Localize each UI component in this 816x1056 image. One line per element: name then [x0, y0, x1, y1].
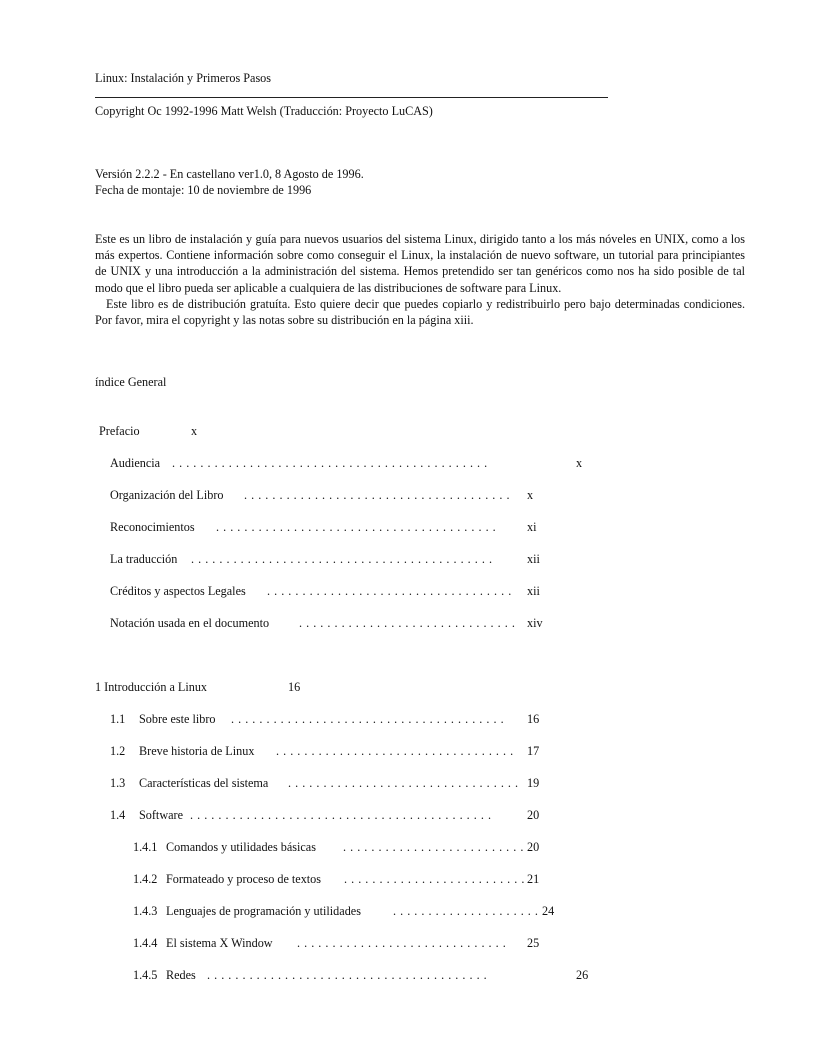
- toc-subsection-title[interactable]: Redes: [166, 968, 196, 982]
- version-line: Versión 2.2.2 - En castellano ver1.0, 8 Agosto de 1996.: [95, 167, 364, 181]
- toc-leader-dots: . . . . . . . . . . . . . . . . . . . . . . . . . . . . . .: [297, 936, 507, 950]
- toc-leader-dots: . . . . . . . . . . . . . . . . . . . . . . . . . . . . . . . . . . . . . . .: [231, 712, 505, 726]
- toc-entry-page: xi: [527, 520, 537, 534]
- toc-section-title[interactable]: Sobre este libro: [139, 712, 216, 726]
- toc-leader-dots: . . . . . . . . . . . . . . . . . . . . . . . . . . . . . . . . .: [288, 776, 519, 790]
- toc-subsection-page: 20: [527, 840, 540, 854]
- document-title: Linux: Instalación y Primeros Pasos: [95, 71, 272, 85]
- toc-entry-page: xii: [527, 552, 540, 566]
- toc-subsection-title[interactable]: Lenguajes de programación y utilidades: [166, 904, 361, 918]
- title-rule: [95, 97, 608, 98]
- toc-subsection-page: 25: [527, 936, 540, 950]
- toc-subsection-number: 1.4.5: [133, 968, 158, 982]
- toc-section-page: 17: [527, 744, 540, 758]
- toc-entry-page: x: [576, 456, 583, 470]
- toc-section-title[interactable]: Breve historia de Linux: [139, 744, 255, 758]
- toc-entry-title[interactable]: Reconocimientos: [110, 520, 195, 534]
- toc-leader-dots: . . . . . . . . . . . . . . . . . . . . . . . . . .: [344, 872, 525, 886]
- toc-entry-title[interactable]: Organización del Libro: [110, 488, 224, 502]
- toc-subsection-number: 1.4.3: [133, 904, 158, 918]
- toc-prefacio-title[interactable]: Prefacio: [99, 424, 140, 438]
- abstract-paragraph-1: Este es un libro de instalación y guía para nuevos usuarios del sistema Linux, dirigido tanto a los más nóveles en UNIX, como a los más expertos. Contiene información sobre como conseguir el Linux, la instalación de nuevo software, un tutorial para principiantes de UNIX y una introducción a la administración del sistema. Hemos pretendido ser tan genéricos como nos ha sido posible de tal modo que el libro pueda ser aplicable a cualquiera de las distribuciones de software para Linux.: [95, 232, 745, 295]
- toc-subsection-number: 1.4.1: [133, 840, 158, 854]
- toc-section-title[interactable]: Software: [139, 808, 183, 822]
- toc-entry-page: xiv: [527, 616, 543, 630]
- toc-section-number: 1.4: [110, 808, 126, 822]
- toc-leader-dots: . . . . . . . . . . . . . . . . . . . . . . . . . . . . . . . . . .: [276, 744, 514, 758]
- toc-chapter-title[interactable]: 1 Introducción a Linux: [95, 680, 208, 694]
- toc-leader-dots: . . . . . . . . . . . . . . . . . . . . . . . . . . . . . . . . . . .: [267, 584, 512, 598]
- toc-subsection-title[interactable]: El sistema X Window: [166, 936, 273, 950]
- toc-subsection-page: 26: [576, 968, 589, 982]
- toc-leader-dots: . . . . . . . . . . . . . . . . . . . . . . . . . . . . . . . . . . . . . . . . . . .: [191, 552, 493, 566]
- toc-subsection-page: 21: [527, 872, 540, 886]
- toc-subsection-number: 1.4.4: [133, 936, 158, 950]
- toc-subsection-title[interactable]: Comandos y utilidades básicas: [166, 840, 316, 854]
- toc-leader-dots: . . . . . . . . . . . . . . . . . . . . . . . . . . . . . . . . . . . . . . . . . . . . .: [172, 456, 488, 470]
- abstract-paragraph-2: Este libro es de distribución gratuíta. Esto quiere decir que puedes copiarlo y redistribuirlo pero bajo determinadas condiciones. Por favor, mira el copyright y las notas sobre su distribución en la página xiii.: [95, 296, 745, 328]
- toc-entry-page: xii: [527, 584, 540, 598]
- toc-leader-dots: . . . . . . . . . . . . . . . . . . . . .: [393, 904, 539, 918]
- toc-section-page: 19: [527, 776, 540, 790]
- toc-subsection-title[interactable]: Formateado y proceso de textos: [166, 872, 322, 886]
- build-date-line: Fecha de montaje: 10 de noviembre de 1996: [95, 183, 312, 197]
- toc-leader-dots: . . . . . . . . . . . . . . . . . . . . . . . . . . . . . . .: [299, 616, 516, 630]
- copyright-line: Copyright Oc 1992-1996 Matt Welsh (Traducción: Proyecto LuCAS): [95, 104, 433, 118]
- toc-section-number: 1.1: [110, 712, 126, 726]
- toc-section-page: 16: [527, 712, 540, 726]
- toc-entry-title[interactable]: Audiencia: [110, 456, 161, 470]
- toc-leader-dots: . . . . . . . . . . . . . . . . . . . . . . . . . . . . . . . . . . . . . . . . . . .: [190, 808, 492, 822]
- toc-leader-dots: . . . . . . . . . . . . . . . . . . . . . . . . . .: [343, 840, 524, 854]
- toc-leader-dots: . . . . . . . . . . . . . . . . . . . . . . . . . . . . . . . . . . . . . . . .: [216, 520, 497, 534]
- toc-entry-page: x: [527, 488, 534, 502]
- toc-leader-dots: . . . . . . . . . . . . . . . . . . . . . . . . . . . . . . . . . . . . . .: [244, 488, 511, 502]
- toc-section-number: 1.3: [110, 776, 126, 790]
- toc-subsection-page: 24: [542, 904, 555, 918]
- toc-entry-title[interactable]: Notación usada en el documento: [110, 616, 270, 630]
- toc-heading: índice General: [95, 375, 167, 389]
- toc-section-title[interactable]: Características del sistema: [139, 776, 269, 790]
- toc-chapter-page: 16: [288, 680, 301, 694]
- toc-section-page: 20: [527, 808, 540, 822]
- abstract: [95, 231, 745, 328]
- toc-leader-dots: . . . . . . . . . . . . . . . . . . . . . . . . . . . . . . . . . . . . . . . .: [207, 968, 488, 982]
- toc-entry-title[interactable]: Créditos y aspectos Legales: [110, 584, 246, 598]
- toc-section-number: 1.2: [110, 744, 126, 758]
- toc-prefacio-page: x: [191, 424, 198, 438]
- toc-entry-title[interactable]: La traducción: [110, 552, 178, 566]
- toc-subsection-number: 1.4.2: [133, 872, 158, 886]
